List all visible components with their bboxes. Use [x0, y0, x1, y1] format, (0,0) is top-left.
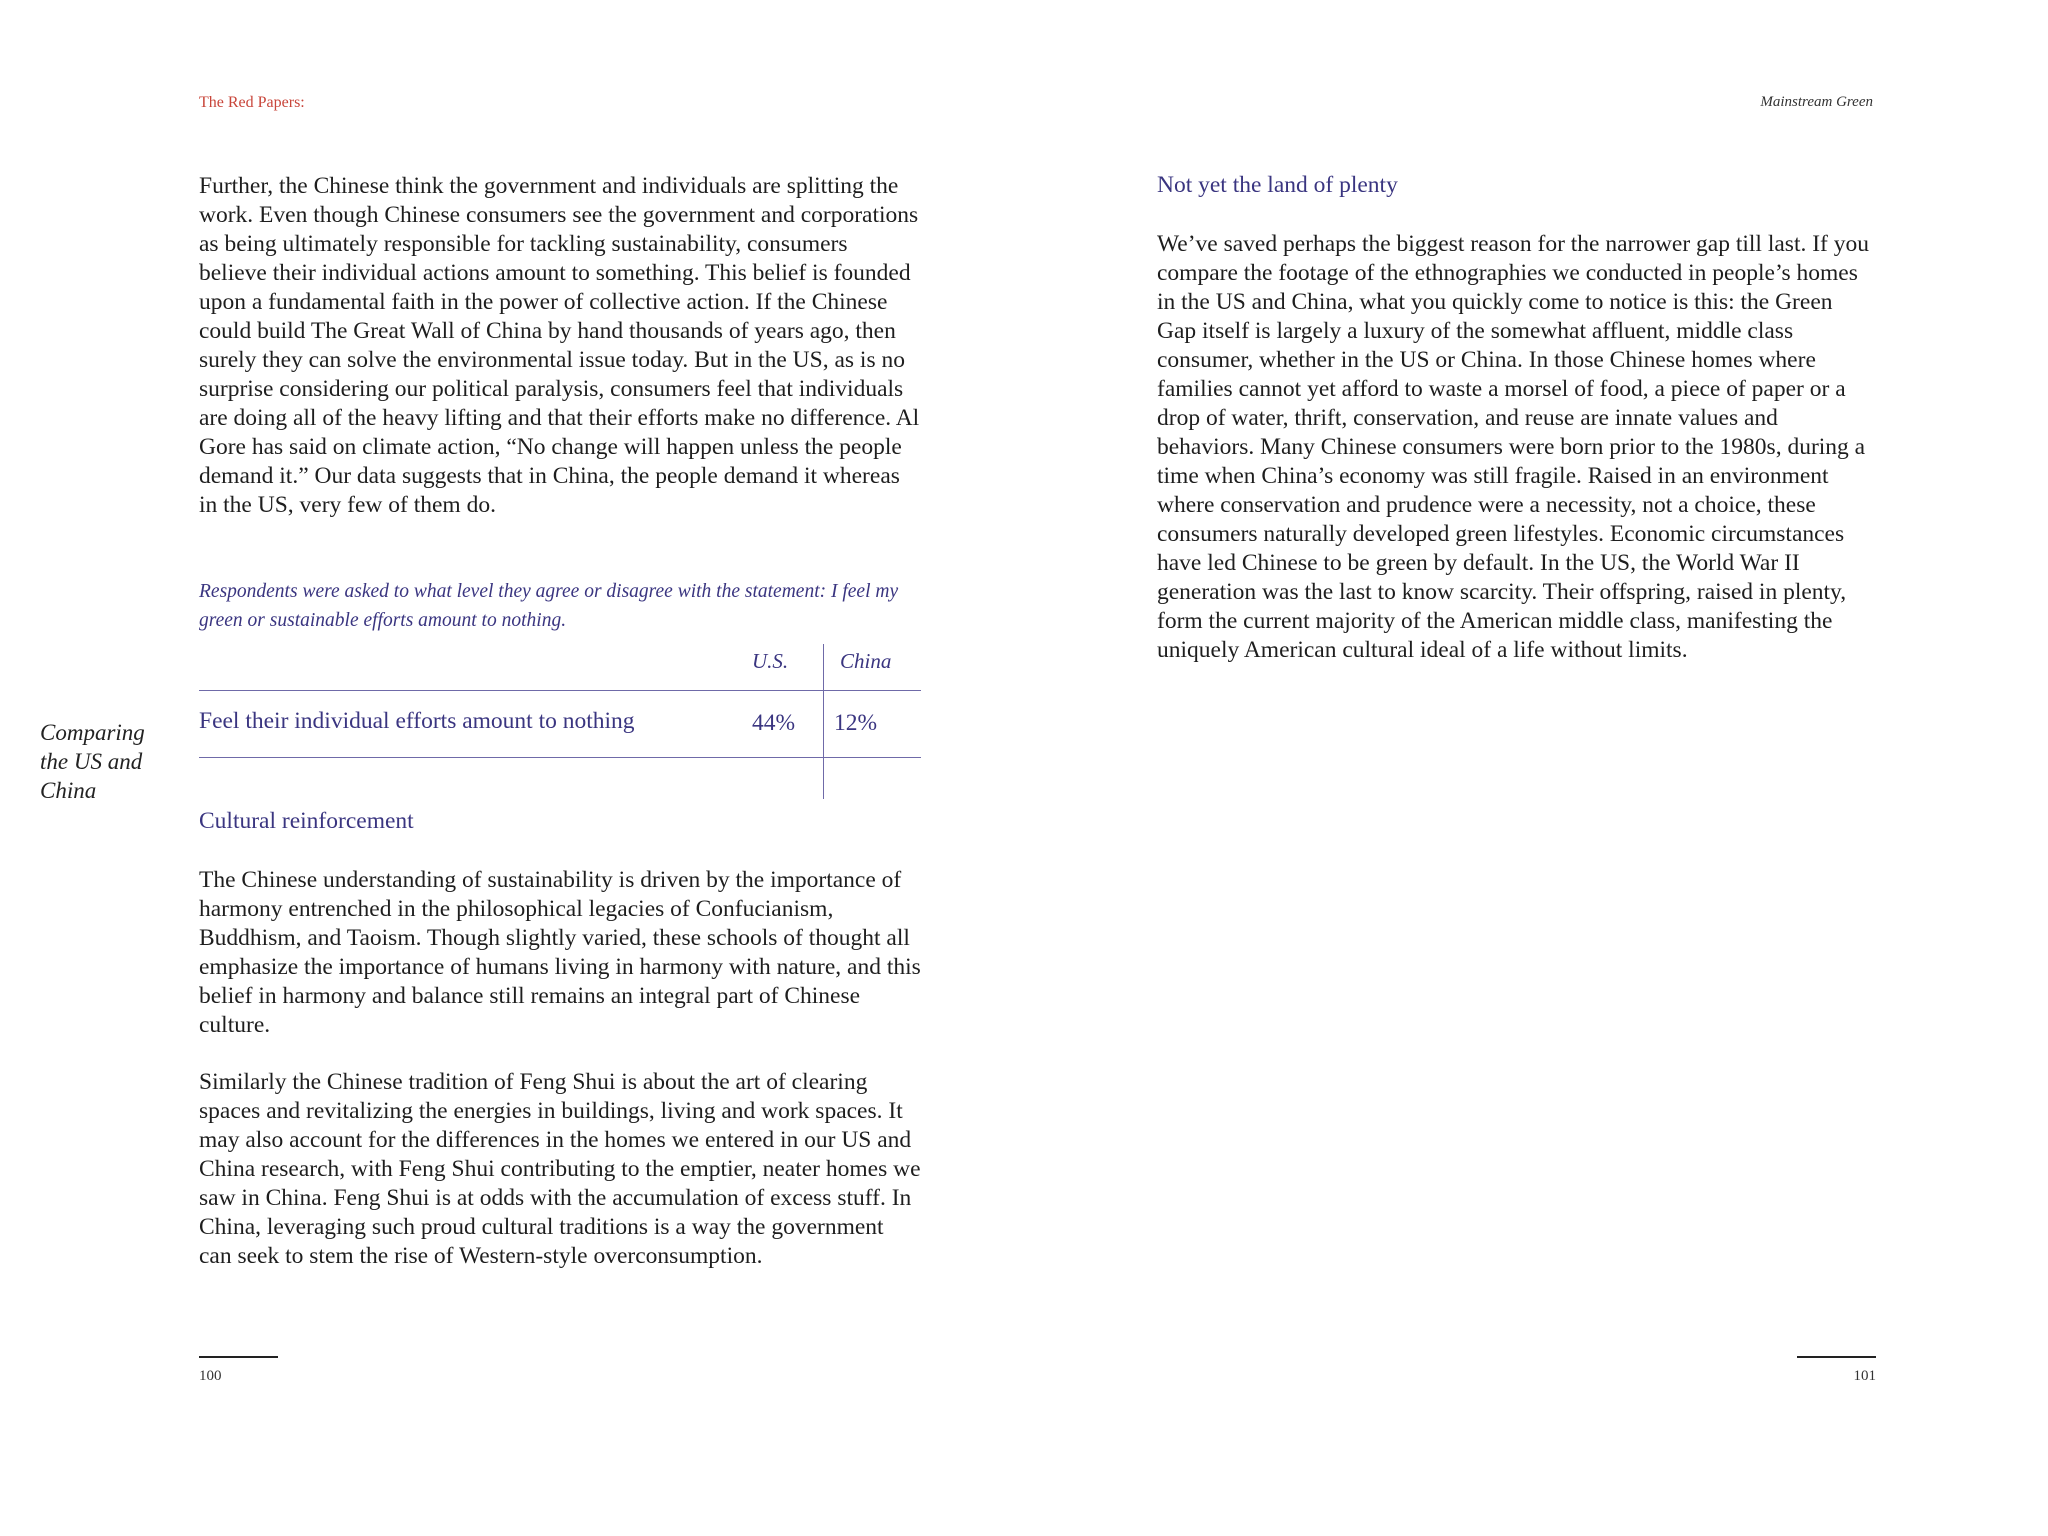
table-rule-bottom — [199, 757, 921, 758]
table-column-divider — [823, 644, 824, 799]
right-paragraph: We’ve saved perhaps the biggest reason for the narrower gap till last. If you compare the footage of the ethnographies we conducted in people’s homes in the US and China, what you quickly come to notice is this: the Green Gap itself is largely a luxury of the somewhat affluent, middle class consumer, whether in the US or China. In those Chinese homes where families cannot yet afford to waste a morsel of food, a piece of paper or a drop of water, thrift, conservation, and reuse are innate values and behaviors. Many Chinese consumers were born prior to the 1980s, during a time when China’s economy was still fragile. Raised in an environment where conservation and prudence were a necessity, not a choice, these consumers naturally developed green lifestyles. Economic circumstances have led Chinese to be green by default. In the US, the World War II generation was the last to know scarcity. Their offspring, raised in plenty, form the current majority of the American middle class, manifesting the uniquely American cultural ideal of a life without limits. — [1157, 231, 1869, 663]
table-cell-us: 44% — [752, 710, 796, 736]
margin-note: Comparing the US and China — [40, 720, 145, 803]
table-rule-top — [199, 690, 921, 691]
table-cell-china: 12% — [834, 710, 878, 736]
table-header-us: U.S. — [752, 649, 789, 673]
page-number-right: 101 — [1853, 1368, 1876, 1384]
running-header-left: The Red Papers: — [199, 94, 305, 111]
left-paragraph-2: The Chinese understanding of sustainability is driven by the importance of harmony entrenched in the philosophical legacies of Confucianism, Buddhism, and Taoism. Though slightly varied, these schools of thought all emphasize the importance of humans living in harmony with nature, and this belief in harmony and balance still remains an integral part of Chinese culture. — [199, 867, 921, 1038]
running-header-right: Mainstream Green — [1760, 94, 1873, 110]
left-paragraph-1: Further, the Chinese think the government and individuals are splitting the work. Even though Chinese consumers see the government and corporations as being ultimately responsible for tackling sustainability, consumers believe their individual actions amount to something. This belief is founded upon a fundamental faith in the power of collective action. If the Chinese could build The Great Wall of China by hand thousands of years ago, then surely they can solve the environmental issue today. But in the US, as is no surprise considering our political paralysis, consumers feel that individuals are doing all of the heavy lifting and that their efforts make no difference. Al Gore has said on climate action, “No change will happen unless the people demand it.” Our data suggests that in China, the people demand it whereas in the US, very few of them do. — [199, 173, 920, 518]
folio-rule-right — [1797, 1356, 1876, 1358]
table-header-china: China — [840, 649, 892, 673]
left-paragraph-3: Similarly the Chinese tradition of Feng Shui is about the art of clearing spaces and revitalizing the energies in buildings, living and work spaces. It may also account for the differences in the homes we entered in our US and China research, with Feng Shui contributing to the emptier, neater homes we saw in China. Feng Shui is at odds with the accumulation of excess stuff. In China, leveraging such proud cultural traditions is a way the government can seek to stem the rise of Western-style overconsumption. — [199, 1069, 921, 1269]
table-caption: Respondents were asked to what level they agree or disagree with the statement: I feel my green or sustainable efforts amount to nothing. — [199, 581, 899, 631]
page-number-left: 100 — [199, 1368, 222, 1384]
section-heading-cultural-reinforcement: Cultural reinforcement — [199, 808, 414, 834]
table-row-label: Feel their individual efforts amount to nothing — [199, 708, 635, 734]
folio-rule-left — [199, 1356, 278, 1358]
section-heading-land-of-plenty: Not yet the land of plenty — [1157, 172, 1398, 198]
